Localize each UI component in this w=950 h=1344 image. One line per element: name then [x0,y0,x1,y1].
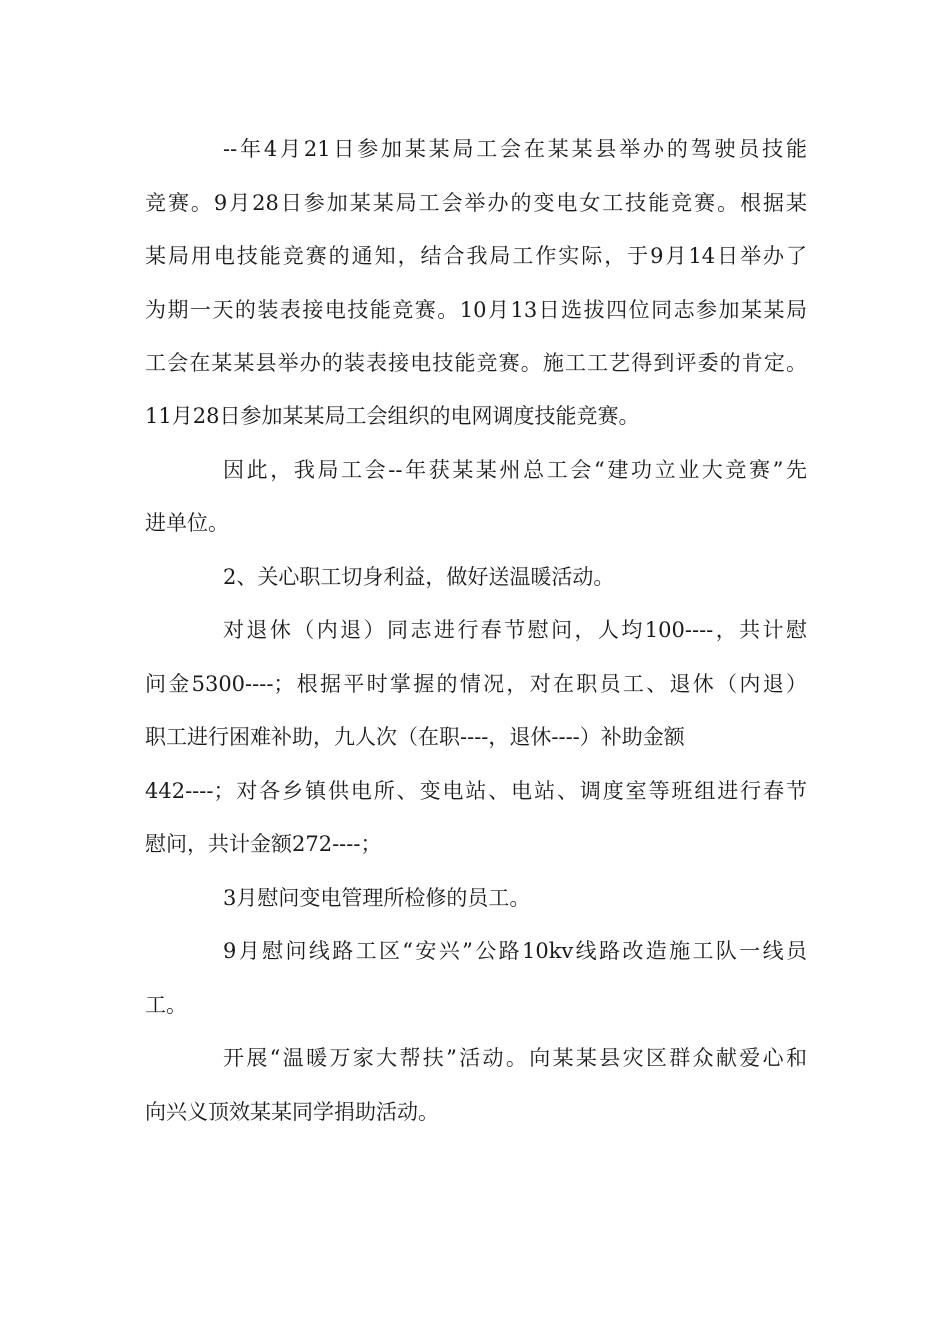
section-heading: 2、关心职工切身利益，做好送温暖活动。 [223,565,615,589]
paragraph-line: 为期一天的装表接电技能竞赛。10月13日选拔四位同志参加某某局 [145,298,807,322]
paragraph-line: 问金5300----；根据平时掌握的情况，对在职员工、退休（内退） [145,672,807,696]
paragraph-line: --年4月21日参加某某局工会在某某县举办的驾驶员技能 [223,137,807,161]
paragraph-line: 3月慰问变电管理所检修的员工。 [223,886,531,910]
paragraph-line: 开展“温暖万家大帮扶”活动。向某某县灾区群众献爱心和 [223,1046,807,1070]
paragraph-line: 对退休（内退）同志进行春节慰问，人均100----，共计慰 [223,618,807,642]
paragraph-line: 职工进行困难补助，九人次（在职----，退休----）补助金额 [145,725,685,749]
paragraph-line: 竞赛。9月28日参加某某局工会举办的变电女工技能竞赛。根据某 [145,191,807,215]
paragraph-line: 11月28日参加某某局工会组织的电网调度技能竞赛。 [145,404,640,428]
paragraph-line: 向兴义顶效某某同学捐助活动。 [145,1100,439,1124]
paragraph-line: 进单位。 [145,511,229,535]
paragraph-line: 9月慰问线路工区“安兴”公路10kv线路改造施工队一线员 [223,939,807,963]
paragraph-line: 慰问，共计金额272----； [145,832,382,856]
paragraph-line: 工。 [145,993,187,1017]
paragraph-line: 某局用电技能竞赛的通知，结合我局工作实际，于9月14日举办了 [145,244,807,268]
paragraph-line: 工会在某某县举办的装表接电技能竞赛。施工工艺得到评委的肯定。 [145,351,807,375]
paragraph-line: 442----；对各乡镇供电所、变电站、电站、调度室等班组进行春节 [145,779,807,803]
paragraph-line: 因此，我局工会--年获某某州总工会“建功立业大竞赛”先 [223,458,807,482]
